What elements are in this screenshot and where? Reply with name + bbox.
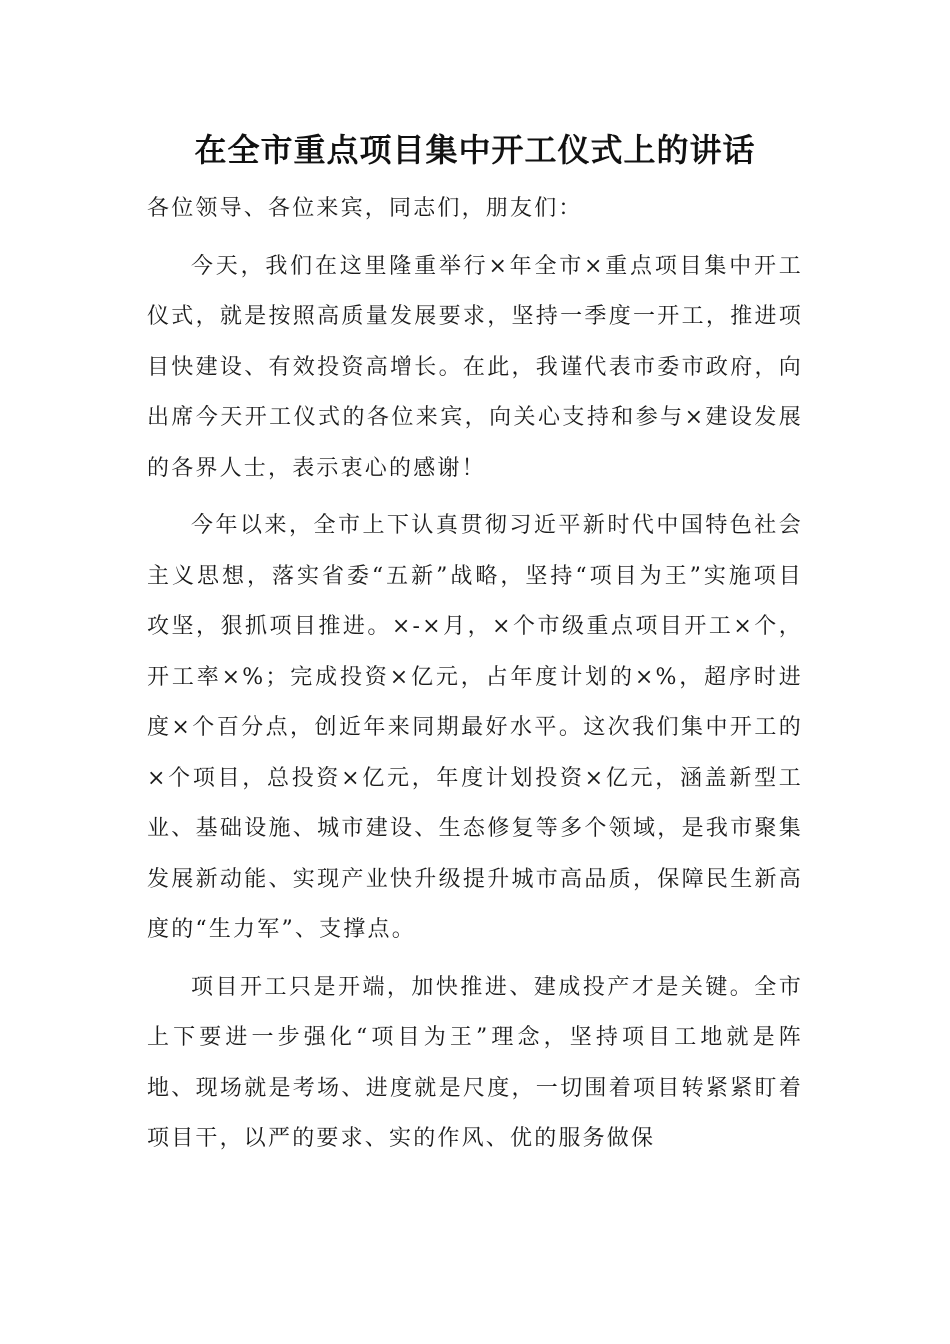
document-title: 在全市重点项目集中开工仪式上的讲话 xyxy=(194,131,756,169)
document-page xyxy=(147,118,803,1172)
salutation: 各位领导、各位来宾，同志们，朋友们： xyxy=(147,196,583,221)
paragraph-opening: 今天，我们在这里隆重举行×年全市×重点项目集中开工仪式，就是按照高质量发展要求，坚持一季度一开工，推进项目快建设、有效投资高增长。在此，我谨代表市委市政府，向出席今天开工仪式的各位来宾，向关心支持和参与×建设发展的各界人士，表示衷心的感谢！ xyxy=(147,253,803,481)
paragraph-requirements: 项目开工只是开端，加快推进、建成投产才是关键。全市上下要进一步强化“项目为王”理念，坚持项目工地就是阵地、现场就是考场、进度就是尺度，一切围着项目转紧紧盯着项目干，以严的要求、实的作风、优的服务做保 xyxy=(147,974,803,1151)
paragraph-progress: 今年以来，全市上下认真贯彻习近平新时代中国特色社会主义思想，落实省委“五新”战略，坚持“项目为王”实施项目攻坚，狠抓项目推进。×-×月，×个市级重点项目开工×个，开工率×%；完成投资×亿元，占年度计划的×%，超序时进度×个百分点，创近年来同期最好水平。这次我们集中开工的×个项目，总投资×亿元，年度计划投资×亿元，涵盖新型工业、基础设施、城市建设、生态修复等多个领域，是我市聚集发展新动能、实现产业快升级提升城市高品质，保障民生新高度的“生力军”、支撑点。 xyxy=(147,513,803,942)
